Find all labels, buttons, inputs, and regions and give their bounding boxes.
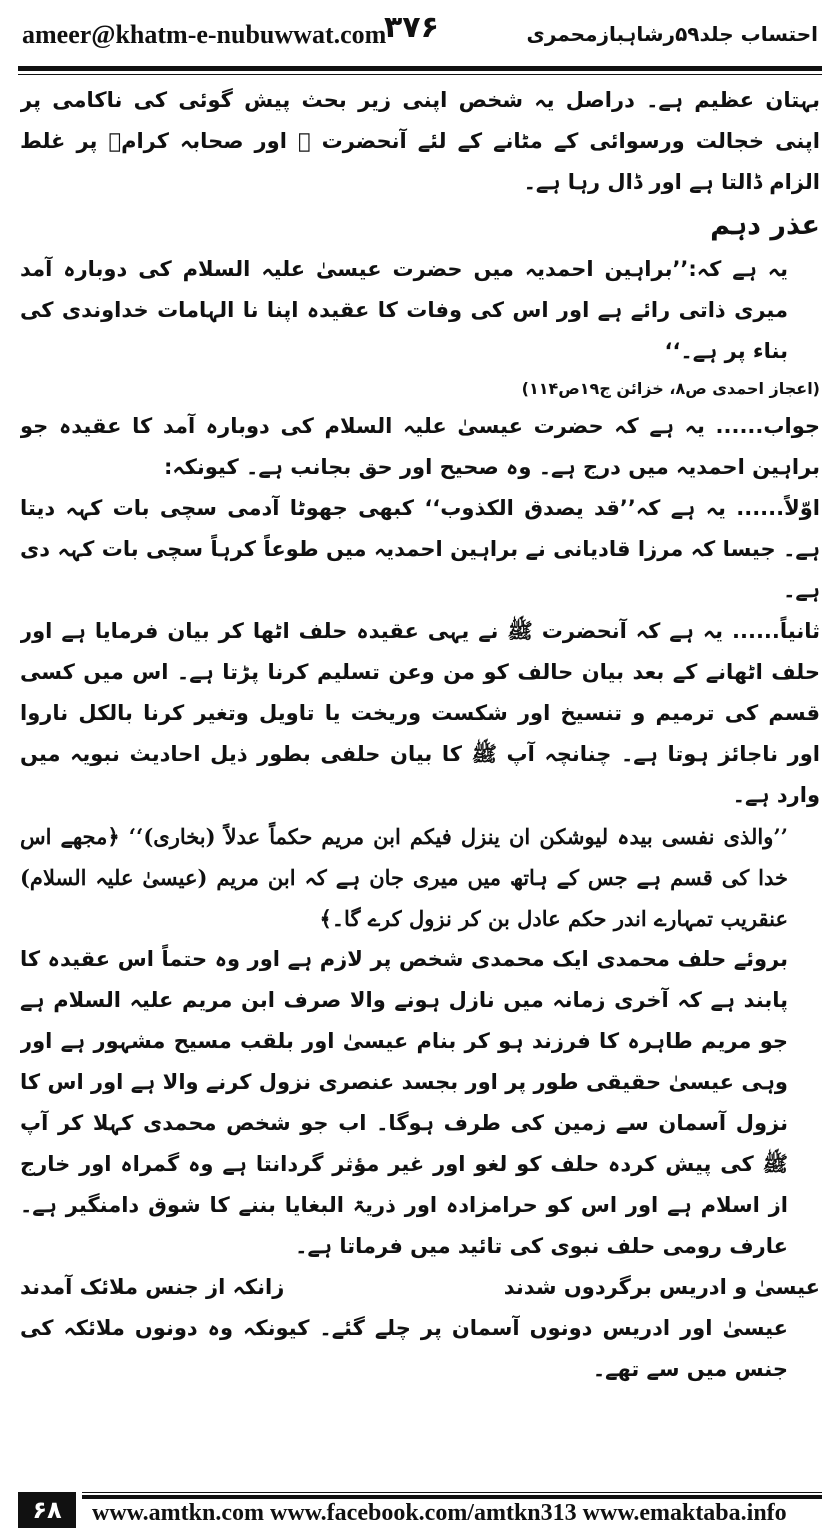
section-heading: عذر دہم xyxy=(710,210,820,241)
header-page-number: ۳۷۶ xyxy=(384,10,439,45)
verse-second-hemistich: زانکہ از جنس ملائک آمدند xyxy=(20,1275,285,1299)
header-email: ameer@khatm-e-nubuwwat.com xyxy=(22,20,387,49)
header-rule-thin xyxy=(18,74,822,75)
paragraph-firstly: اوّلاً...... یہ ہے کہ’’قد یصدق الکذوب‘‘ کبھی جھوٹا آدمی سچی بات کہہ دیتا ہے۔ جیسا کہ مرزا قادیانی نے براہین احمدیہ میں طوعاً کرہاً سچی بات کہہ دی ہے۔ xyxy=(20,496,820,602)
footer-rule-thick xyxy=(82,1495,822,1499)
footer-website-links: www.amtkn.com www.facebook.com/amtkn313 www.emaktaba.info xyxy=(92,1500,787,1526)
paragraph-oath: بروئے حلف محمدی ایک محمدی شخص پر لازم ہے اور وہ حتماً اس عقیدہ کا پابند ہے کہ آخری زمانہ میں نازل ہونے والا صرف ابن مریم علیہ السلام ہے جو مریم طاہرہ کا فرزند ہو کر بنام عیسیٰ اور بلقب مسیح مشہور ہے اور وہی عیسیٰ حقیقی طور پر اور بجسد عنصری نزول کرنے والا ہے اور اس کا نزول آسمان سے زمین کی طرف ہوگا۔ اب جو شخص محمدی کہلا کر آپ ﷺ کی پیش کردہ حلف کو لغو اور غیر مؤثر گردانتا ہے وہ گمراہ اور خارج از اسلام ہے اور اس کو حرامزادہ اور ذریۃ البغایا بننے کا شوق دامنگیر ہے۔ عارف رومی حلف نبوی کی تائید میں فرماتا ہے۔ xyxy=(20,947,789,1258)
verse-translation: عیسیٰ اور ادریس دونوں آسمان پر چلے گئے۔ کیونکہ وہ دونوں ملائکہ کی جنس میں سے تھے۔ xyxy=(20,1316,788,1381)
page-header xyxy=(0,0,840,64)
footer-rule-thin xyxy=(82,1492,822,1493)
header-running-title: احتساب جلد۵۹رشاہبازمحمری xyxy=(526,22,818,46)
page-footer xyxy=(18,1492,822,1528)
verse-first-hemistich: عیسیٰ و ادریس برگردوں شدند xyxy=(503,1275,820,1299)
paragraph-secondly: ثانیاً...... یہ ہے کہ آنحضرت ﷺ نے یہی عقیدہ حلف اٹھا کر بیان فرمایا ہے اور حلف اٹھانے کے بعد بیان حالف کو من وعن تسلیم کرنا پڑتا ہے۔ اس میں کسی قسم کی ترمیم و تنسیخ اور شکست وریخت یا تاویل وتغیر کرنا بالکل ناروا اور ناجائز ہوتا ہے۔ چنانچہ آپ ﷺ کا بیان حلفی بطور ذیل احادیث نبویہ میں وارد ہے۔ xyxy=(20,619,820,807)
footer-page-number: ۶۸ xyxy=(18,1492,76,1528)
paragraph-2: یہ ہے کہ:’’براہین احمدیہ میں حضرت عیسیٰ علیہ السلام کی دوبارہ آمد میری ذاتی رائے ہے اور اس کی وفات کا عقیدہ اپنا نا الہامات خداوندی کی بناء پر ہے۔‘‘ xyxy=(20,257,788,363)
paragraph-1: بہتان عظیم ہے۔ دراصل یہ شخص اپنی زیر بحث پیش گوئی کی ناکامی پر اپنی خجالت ورسوائی کے مٹانے کے لئے آنحضرت ﷺ اور صحابہ کرامؓ پر غلط الزام ڈالتا ہے اور ڈال رہا ہے۔ xyxy=(20,88,820,194)
citation-reference: (اعجاز احمدی ص۸، خزائن ج۱۹ص۱۱۴) xyxy=(521,379,820,398)
persian-verse xyxy=(20,1267,820,1308)
hadith-quote: ’’والذی نفسی بیدہ لیوشکن ان ینزل فیکم ابن مریم حکماً عدلاً (بخاری)‘‘ ﴿مجھے اس خدا کی قسم ہے جس کے ہاتھ میں میری جان ہے کہ ابن مریم (عیسیٰ علیہ السلام) عنقریب تمہارے اندر حکم عادل بن کر نزول کرے گا۔﴾ xyxy=(20,824,788,931)
header-rule-thick xyxy=(18,66,822,71)
paragraph-answer: جواب...... یہ ہے کہ حضرت عیسیٰ علیہ السلام کی دوبارہ آمد کا عقیدہ جو براہین احمدیہ میں درج ہے۔ وہ صحیح اور حق بجانب ہے۔ کیونکہ: xyxy=(20,414,820,479)
page-body xyxy=(20,80,820,1460)
